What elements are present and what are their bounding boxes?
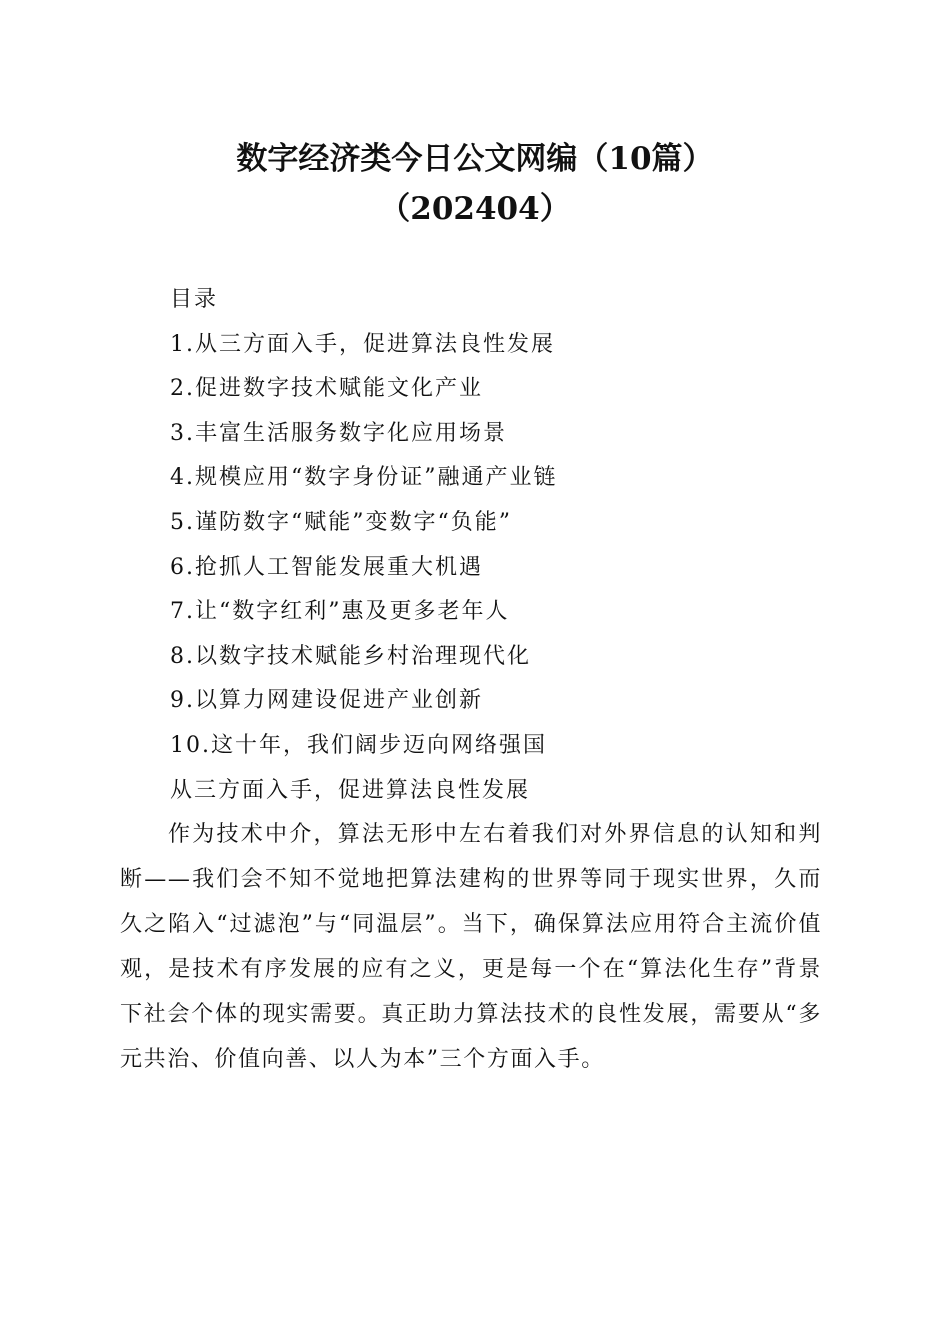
body-paragraph: 作为技术中介，算法无形中左右着我们对外界信息的认知和判断——我们会不知不觉地把算法建构的世界等同于现实世界，久而久之陷入“过滤泡”与“同温层”。当下，确保算法应用符合主流价值观，是技术有序发展的应有之义，更是每一个在“算法化生存”背景下社会个体的现实需要。真正助力算法技术的良性发展，需要从“多元共治、价值向善、以人为本”三个方面入手。: [120, 822, 822, 1072]
table-of-contents: [170, 278, 830, 813]
toc-item: 9.以算力网建设促进产业创新: [170, 688, 483, 714]
document-title: [0, 134, 950, 234]
toc-heading: 目录: [170, 287, 219, 312]
toc-item: 2.促进数字技术赋能文化产业: [170, 376, 483, 402]
toc-item: 3.丰富生活服务数字化应用场景: [170, 420, 507, 446]
toc-item: 8.以数字技术赋能乡村治理现代化: [170, 643, 531, 669]
title-line-2: （202404）: [379, 191, 571, 227]
toc-item: 6.抢抓人工智能发展重大机遇: [170, 554, 483, 580]
toc-item: 1.从三方面入手，促进算法良性发展: [170, 331, 555, 357]
section-title: 从三方面入手，促进算法良性发展: [170, 777, 531, 803]
toc-item: 7.让“数字红利”惠及更多老年人: [170, 599, 510, 625]
title-line-1: 数字经济类今日公文网编（10篇）: [236, 141, 714, 177]
toc-item: 10.这十年，我们阔步迈向网络强国: [170, 732, 547, 758]
toc-item: 5.谨防数字“赋能”变数字“负能”: [170, 509, 512, 535]
toc-item: 4.规模应用“数字身份证”融通产业链: [170, 465, 558, 491]
